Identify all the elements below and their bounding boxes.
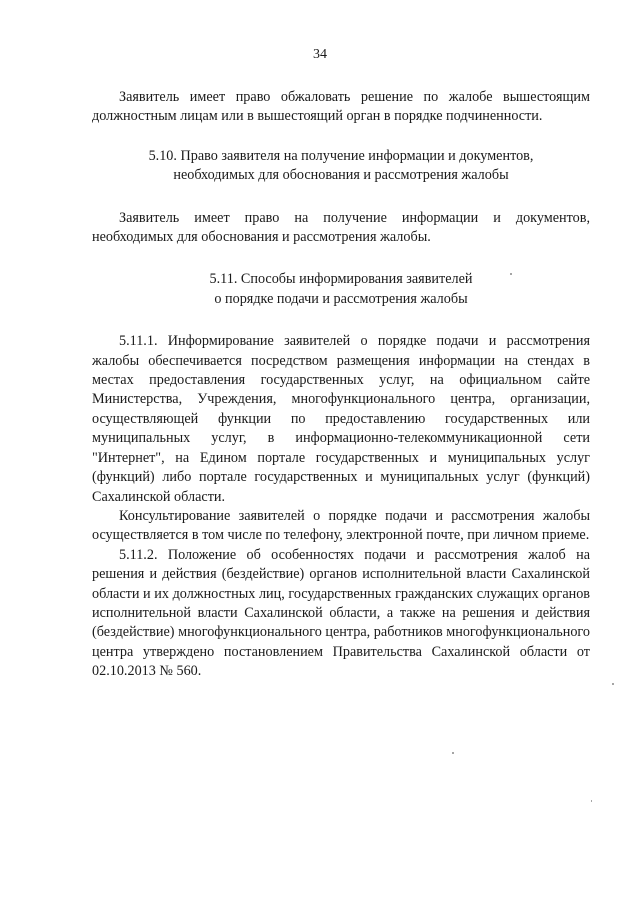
scan-speck <box>612 683 614 685</box>
paragraph-consultation: Консультирование заявителей о порядке подачи и рассмотрения жалобы осуществляется в том числе по телефону, электронной почте, при личном приеме. <box>92 507 590 544</box>
document-body <box>92 88 590 682</box>
page-number: 34 <box>313 47 327 62</box>
heading-5-11-line2: о порядке подачи и рассмотрения жалобы <box>214 290 468 307</box>
heading-5-11-line1: 5.11. Способы информирования заявителей <box>209 271 473 288</box>
scan-speck <box>452 752 454 754</box>
paragraph-5-11-1: 5.11.1. Информирование заявителей о порядке подачи и рассмотрения жалобы обеспечивается посредством размещения информации на стендах в местах предоставления государственных услуг, на официальном сайте Министерства, Учреждения, многофункционального центра, организации, осуществляющей функции по предоставлению государственных или муниципальных услуг, в информационно-телекоммуникационной сети "Интернет", на Едином портале государственных и муниципальных услуг (функций) либо портале государственных и муниципальных услуг (функций) Сахалинской области. <box>92 333 590 505</box>
scan-speck <box>591 800 592 802</box>
paragraph-5-11-2: 5.11.2. Положение об особенностях подачи и рассмотрения жалоб на решения и действия (бездействие) органов исполнительной власти Сахалинской области и их должностных лиц, государственных гражданских служащих органов исполнительной власти Сахалинской области, а также на решения и действия (бездействие) многофункционального центра, работников многофункционального центра утверждено постановлением Правительства Сахалинской области от 02.10.2013 № 560. <box>92 546 590 680</box>
paragraph-information-right: Заявитель имеет право на получение информации и документов, необходимых для обоснования и рассмотрения жалобы. <box>92 209 590 246</box>
heading-5-10-line2: необходимых для обоснования и рассмотрения жалобы <box>173 167 509 184</box>
heading-5-10-line1: 5.10. Право заявителя на получение информации и документов, <box>148 147 534 164</box>
paragraph-appeal-right: Заявитель имеет право обжаловать решение по жалобе вышестоящим должностным лицам или в вышестоящий орган в порядке подчиненности. <box>92 89 590 125</box>
scan-speck <box>510 273 512 275</box>
